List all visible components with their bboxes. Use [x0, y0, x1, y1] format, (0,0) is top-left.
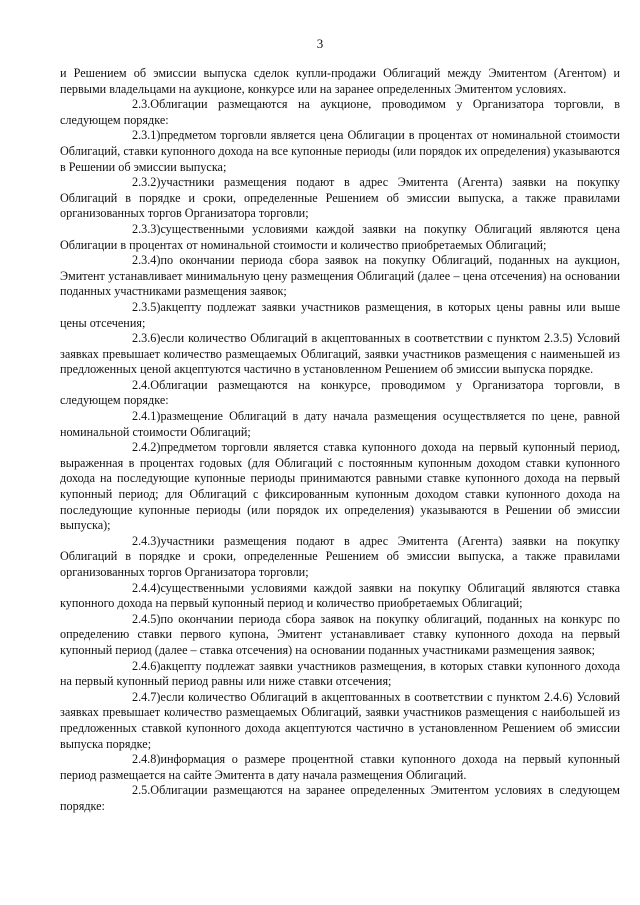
clause-number: 2.4.5): [132, 611, 161, 626]
clause-text: существенными условиями каждой заявки на покупку Облигаций являются цена Облигации в процентах от номинальной стоимости и количество приобретаемых Облигаций;: [60, 221, 620, 252]
clause-2-4-4: [60, 581, 620, 612]
clause-2-4-1: [60, 409, 620, 440]
clause-number: 2.4.1): [132, 409, 161, 424]
clause-text: участники размещения подают в адрес Эмитента (Агента) заявки на покупку Облигаций в порядке и сроки, определенные Решением об эмиссии выпуска, а также правилами организованных торгов Организатора торговли;: [60, 175, 620, 221]
clause-2-3-5: [60, 300, 620, 331]
clause-2-4-8: [60, 752, 620, 783]
clause-2-4-6: [60, 659, 620, 690]
clause-number: 2.4.6): [132, 658, 161, 673]
clause-text: участники размещения подают в адрес Эмитента (Агента) заявки на покупку Облигаций в порядке и сроки, определенные Решением об эмиссии выпуска, а также правилами организованных торгов Организатора торговли;: [60, 533, 620, 579]
clause-text: акцепту подлежат заявки участников размещения, в которых ставки купонного дохода на первый купонный период равны или ниже ставки отсечения;: [60, 658, 620, 689]
clause-2-5: [60, 783, 620, 814]
clause-text: Облигации размещаются на аукционе, проводимом у Организатора торговли, в следующем порядке:: [60, 97, 620, 127]
clause-text: если количество Облигаций в акцептованных в соответствии с пунктом 2.4.6) Условий заявках превышает количество размещаемых Облигаций, заявки участников размещения с наибольшей из предложенных ставкой купонного дохода акцептуются частично в установленном Решением об эмиссии выпуска порядке;: [60, 689, 620, 751]
document-body: [60, 66, 620, 815]
clause-text: Облигации размещаются на заранее определенных Эмитентом условиях в следующем порядке:: [60, 783, 620, 813]
clause-2-3: [60, 97, 620, 128]
clause-number: 2.3.6): [132, 331, 161, 346]
clause-2-4-2: [60, 440, 620, 534]
clause-number: 2.3.5): [132, 299, 161, 314]
paragraph-text: и Решением об эмиссии выпуска сделок купли-продажи Облигаций между Эмитентом (Агентом) и первыми владельцами на аукционе, конкурсе или на заранее определенных Эмитентом условиях.: [60, 66, 620, 96]
clause-number: 2.3.3): [132, 221, 161, 236]
clause-number: 2.4.8): [132, 752, 161, 767]
clause-2-3-1: [60, 128, 620, 175]
clause-number: 2.3.2): [132, 175, 161, 190]
clause-number: 2.4.3): [132, 533, 161, 548]
clause-number: 2.3.: [132, 97, 151, 112]
clause-2-3-2: [60, 175, 620, 222]
clause-number: 2.4.7): [132, 689, 161, 704]
clause-text: акцепту подлежат заявки участников размещения, в которых цены равны или выше цены отсечения;: [60, 299, 620, 330]
clause-2-4-3: [60, 534, 620, 581]
clause-text: по окончании периода сбора заявок на покупку облигаций, поданных на конкурс по определению ставки первого купона, Эмитент устанавливает ставку купонного дохода на первый купонный период (далее – ставка отсечения) на основании поданных участниками размещения заявок;: [60, 611, 620, 657]
clause-2-3-6: [60, 331, 620, 378]
clause-2-4-5: [60, 612, 620, 659]
clause-number: 2.4.4): [132, 580, 161, 595]
clause-text: предметом торговли является цена Облигации в процентах от номинальной стоимости Облигаций, ставки купонного дохода на все купонные периоды (или порядок их определения) указываются в Решении об эмиссии выпуска;: [60, 128, 620, 174]
clause-number: 2.3.1): [132, 128, 161, 143]
clause-number: 2.5.: [132, 783, 151, 798]
clause-2-3-3: [60, 222, 620, 253]
clause-text: размещение Облигаций в дату начала размещения осуществляется по цене, равной номинальной стоимости Облигаций;: [60, 409, 620, 439]
clause-text: информация о размере процентной ставки купонного дохода на первый купонный период размещается на сайте Эмитента в дату начала размещения Облигаций.: [60, 752, 620, 782]
clause-text: предметом торговли является ставка купонного дохода на первый купонный период, выраженная в процентах годовых (для Облигаций с постоянным купонным доходом ставки купонного дохода на последующие купонные периоды принимаются равными ставке купонного дохода на первый купонный период; для Облигаций с фиксированным купонным доходом ставки купонного дохода на последующие купонные периоды (или порядок их определения) указываются в Решении об эмиссии выпуска);: [60, 440, 620, 533]
page-number: 3: [316, 36, 324, 51]
clause-text: существенными условиями каждой заявки на покупку Облигаций являются ставка купонного дохода на первый купонный период и количество приобретаемых Облигаций;: [60, 580, 620, 611]
clause-text: по окончании периода сбора заявок на покупку Облигаций, поданных на аукцион, Эмитент устанавливает минимальную цену размещения Облигаций (далее – цена отсечения) на основании поданных участниками размещения заявок;: [60, 253, 620, 299]
clause-number: 2.4.: [132, 377, 151, 392]
paragraph-continuation: [60, 66, 620, 97]
clause-2-4-7: [60, 690, 620, 752]
clause-number: 2.3.4): [132, 253, 161, 268]
clause-number: 2.4.2): [132, 440, 161, 455]
clause-text: Облигации размещаются на конкурсе, проводимом у Организатора торговли, в следующем порядке:: [60, 377, 620, 408]
clause-2-4: [60, 378, 620, 409]
clause-text: если количество Облигаций в акцептованных в соответствии с пунктом 2.3.5) Условий заявках превышает количество размещаемых Облигаций, заявки участников размещения с наименьшей из предложенных ценой акцептуются частично в установленном Решением об эмиссии выпуска порядке.: [60, 331, 620, 377]
clause-2-3-4: [60, 253, 620, 300]
